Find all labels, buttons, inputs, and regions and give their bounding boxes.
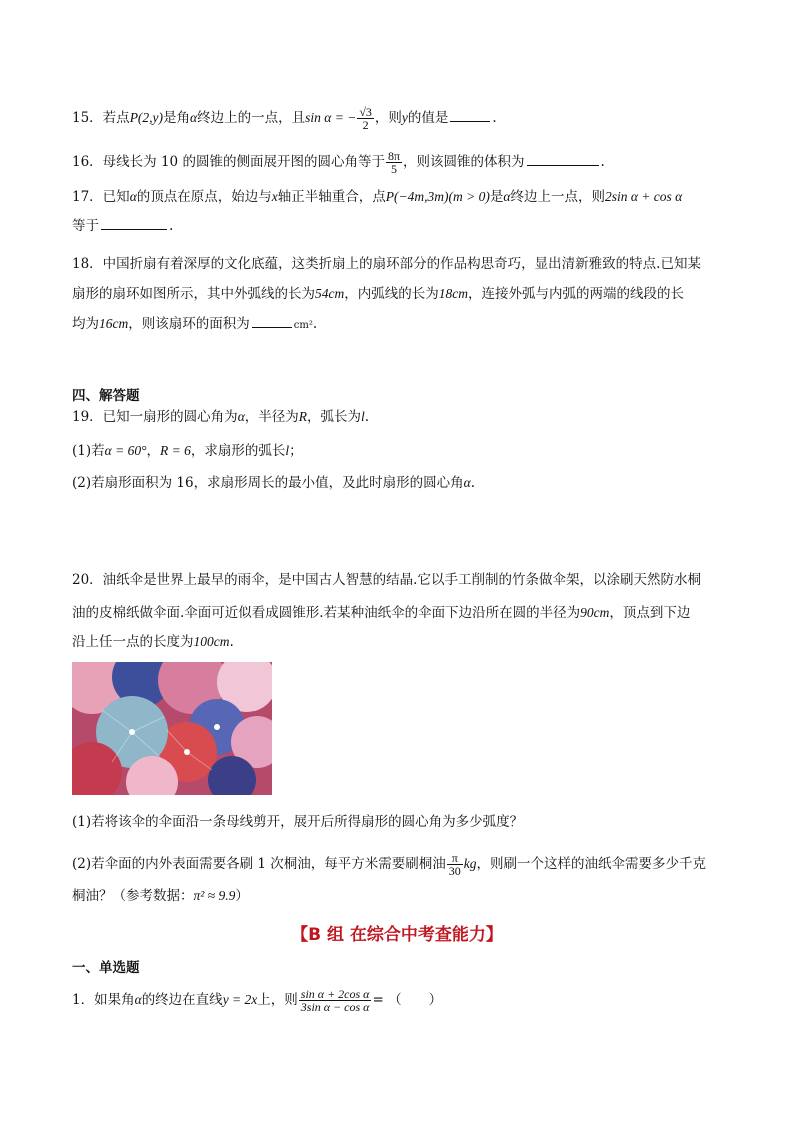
question-19-part1: (1)若α = 60°，R = 6，求扇形的弧长l； bbox=[72, 443, 303, 459]
umbrella-illustration bbox=[72, 662, 272, 795]
question-17-line1: 17．已知α的顶点在原点，始边与x轴正半轴重合，点P(−4m,3m)(m > 0)是α终边上一点，则2sin α + cos α bbox=[72, 189, 683, 205]
question-20-part3: 桐油？（参考数据：π² ≈ 9.9） bbox=[72, 888, 249, 904]
question-15: 15．若点P(2,y)是角α终边上的一点，且sin α = − $\frac{√3}{2}$ ，则y的值是 . bbox=[72, 105, 497, 132]
question-b1: 1．如果角α的终边在直线y = 2x上，则 $\frac{\text{sin α + 2cos α}}{\text{3sin α − cos α}}$ = （ ） bbox=[72, 987, 443, 1014]
question-18-line1: 18．中国折扇有着深厚的文化底蕴，这类折扇上的扇环部分的作品构思奇巧，显出清新雅致的特点.已知某 bbox=[72, 256, 701, 272]
fraction-trig-ratio: $\frac{\text{sin α + 2cos α}}{\text{3sin α − cos α}}$ bbox=[300, 987, 370, 1014]
question-19: 19．已知一扇形的圆心角为α，半径为R，弧长为l. bbox=[72, 409, 370, 425]
question-16: 16．母线长为 10 的圆锥的侧面展开图的圆心角等于 $\frac{8\pi}{5}$ ，则该圆锥的体积为 . bbox=[72, 149, 605, 176]
question-20-part2: (2)若伞面的内外表面需要各刷 1 次桐油，每平方米需要刷桐油 $\frac{\pi}{30}$ kg，则刷一个这样的油纸伞需要多少千克 bbox=[72, 851, 707, 878]
question-20-part1: (1)若将该伞的伞面沿一条母线剪开，展开后所得扇形的圆心角为多少弧度？ bbox=[72, 814, 524, 830]
answer-blank bbox=[527, 151, 599, 166]
question-18-line2: 扇形的扇环如图所示，其中外弧线的长为54cm，内弧线的长为18cm，连接外弧与内弧的两端的线段的长 bbox=[72, 286, 684, 302]
question-20-line3: 沿上任一点的长度为100cm. bbox=[72, 634, 234, 650]
answer-blank bbox=[450, 107, 490, 122]
section-heading-single-choice: 一、单选题 bbox=[72, 960, 140, 976]
fraction-8pi-over-5: $\frac{8\pi}{5}$ bbox=[387, 149, 401, 176]
fraction-sqrt3-over-2: $\frac{√3}{2}$ bbox=[359, 105, 372, 132]
question-17-line2: 等于 . bbox=[72, 215, 173, 236]
question-20-line1: 20．油纸伞是世界上最早的雨伞，是中国古人智慧的结晶.它以手工削制的竹条做伞架，以涂刷天然防水桐 bbox=[72, 572, 701, 588]
group-b-title: 【B 组 在综合中考查能力】 bbox=[291, 925, 503, 945]
oil-paper-umbrellas-photo bbox=[72, 662, 272, 795]
fraction-pi-over-30: $\frac{\pi}{30}$ bbox=[448, 851, 461, 878]
section-heading-answers: 四、解答题 bbox=[72, 388, 140, 404]
question-18-line3: 均为16cm，则该扇环的面积为 cm². bbox=[72, 313, 317, 336]
answer-blank bbox=[101, 215, 167, 230]
answer-blank bbox=[252, 313, 292, 328]
question-20-line2: 油的皮棉纸做伞面.伞面可近似看成圆锥形.若某种油纸伞的伞面下边沿所在圆的半径为90cm，顶点到下边 bbox=[72, 605, 691, 621]
question-19-part2: (2)若扇形面积为 16，求扇形周长的最小值，及此时扇形的圆心角α. bbox=[72, 475, 475, 491]
